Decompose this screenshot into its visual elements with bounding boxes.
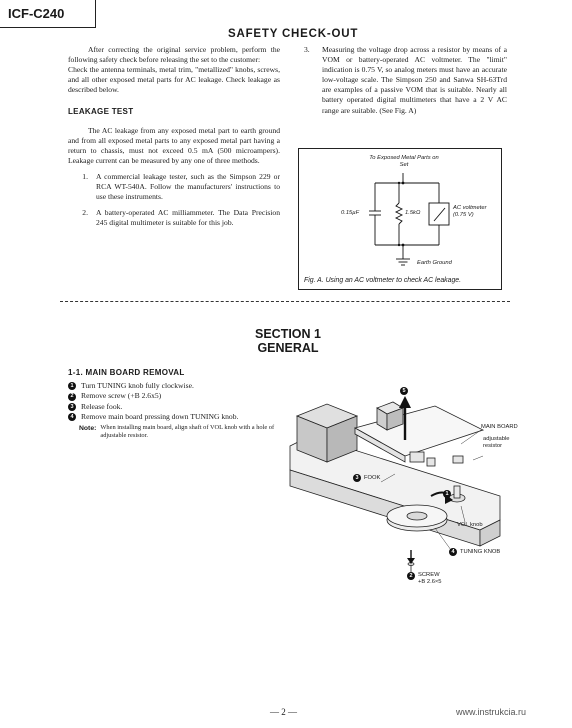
watermark: www.instrukcia.ru xyxy=(456,707,527,717)
step-number-badge: 4 xyxy=(68,413,76,421)
removal-step xyxy=(68,412,298,422)
screw-spec: +B 2.6×5 xyxy=(418,578,442,585)
step-text: Release fook. xyxy=(81,401,123,411)
step-1-callout xyxy=(443,490,454,498)
main-board-label: MAIN BOARD xyxy=(481,424,518,430)
fook-label: 3 FOOK xyxy=(353,474,380,482)
step-number-badge: 3 xyxy=(353,474,361,482)
leakage-circuit-diagram xyxy=(299,149,503,291)
step-number-badge: 1 xyxy=(443,490,451,498)
method-text: Measuring the voltage drop across a resistor by means of a VOM or battery-operated AC voltmeter. The "limit" indication is 0.75 V, so analog meters must have an accurate low-voltage scale. The Simpson 250 and Sanwa SH-63Trd are examples of a passive VOM that is suitable. Nearly all battery operated digital multimeters that have a 2 V AC range are suitable. (See Fig. A) xyxy=(322,45,507,115)
step-number-badge: 4 xyxy=(449,548,457,556)
method-number: 2. xyxy=(82,208,88,218)
method-text: A battery-operated AC milliammeter. The Data Precision 245 digital multimeter is suitable for this job. xyxy=(96,208,280,228)
leakage-paragraph: The AC leakage from any exposed metal part to earth ground and from all exposed metal parts to any exposed metal part having a return to chassis, must not exceed 0.5 mA (500 microampers). Leakage current can be measured by any one of three methods. xyxy=(68,125,280,165)
step-text: Remove screw (+B 2.6x5) xyxy=(81,391,162,401)
method-number: 1. xyxy=(82,171,88,181)
voltmeter-label: AC voltmeter (0.75 V) xyxy=(453,205,487,218)
screw-text: SCREW xyxy=(418,572,440,578)
tuning-knob-label: 4 TUNING KNOB xyxy=(449,548,500,556)
figure-caption: Fig. A. Using an AC voltmeter to check AC leakage. xyxy=(304,277,462,284)
antenna-paragraph: Check the antenna terminals, metal trim, "metallized" knobs, screws, and all other exposed metal parts for AC leakage. Check leakage as described below. xyxy=(68,65,280,95)
method-item-1 xyxy=(68,172,280,202)
main-board-diagram xyxy=(285,378,525,618)
left-column xyxy=(68,45,280,228)
step-5-callout xyxy=(400,387,411,395)
adjustable-resistor-label: adjustable resistor xyxy=(483,436,510,449)
page-number: — 2 — xyxy=(270,707,297,717)
step-text: Turn TUNING knob fully clockwise. xyxy=(81,381,194,390)
section-name: GENERAL xyxy=(257,340,319,355)
capacitor-label: 0.15µF xyxy=(341,210,360,216)
method-item-2 xyxy=(68,208,280,228)
step-text: Remove main board pressing down TUNING knob. xyxy=(81,412,239,422)
removal-step xyxy=(68,391,298,401)
method-number: 3. xyxy=(304,45,310,54)
method-text: A commercial leakage tester, such as the Simpson 229 or RCA WT-540A. Follow the manufacturers' instructions to use these instruments. xyxy=(96,171,280,202)
installation-note xyxy=(68,424,298,440)
intro-paragraph: After correcting the original service problem, perform the following safety check before releasing the set to the customer: xyxy=(68,45,280,65)
exposed-metal-label: To Exposed Metal Parts on Set xyxy=(369,155,439,168)
leakage-test-heading: LEAKAGE TEST xyxy=(68,107,134,117)
note-label: Note: xyxy=(79,424,97,432)
removal-step xyxy=(68,381,298,391)
step-number-badge: 2 xyxy=(407,572,415,580)
step-number-badge: 2 xyxy=(68,393,76,401)
vol-knob-label: VOL knob xyxy=(457,522,483,528)
resistor-label: 1.5kΩ xyxy=(405,210,421,216)
screw-label xyxy=(407,572,442,585)
section-title xyxy=(200,328,376,355)
step-number-badge: 5 xyxy=(400,387,408,395)
removal-steps xyxy=(68,381,298,440)
step-number-badge: 1 xyxy=(68,382,76,390)
safety-checkout-title: SAFETY CHECK-OUT xyxy=(228,28,359,40)
figure-a xyxy=(298,148,502,290)
section-divider xyxy=(60,301,510,302)
method-item-3 xyxy=(304,45,507,116)
step-number-badge: 3 xyxy=(68,403,76,411)
section-number: SECTION 1 xyxy=(255,327,321,341)
main-board-removal-heading: 1-1. MAIN BOARD REMOVAL xyxy=(68,368,185,377)
exploded-view-drawing xyxy=(285,378,525,618)
removal-step xyxy=(68,402,298,412)
earth-ground-label: Earth Ground xyxy=(417,260,452,266)
note-text: When installing main board, align shaft of VOL knob with a hole of adjustable resistor. xyxy=(100,423,275,439)
right-column xyxy=(304,45,507,116)
model-label: ICF-C240 xyxy=(0,0,96,28)
